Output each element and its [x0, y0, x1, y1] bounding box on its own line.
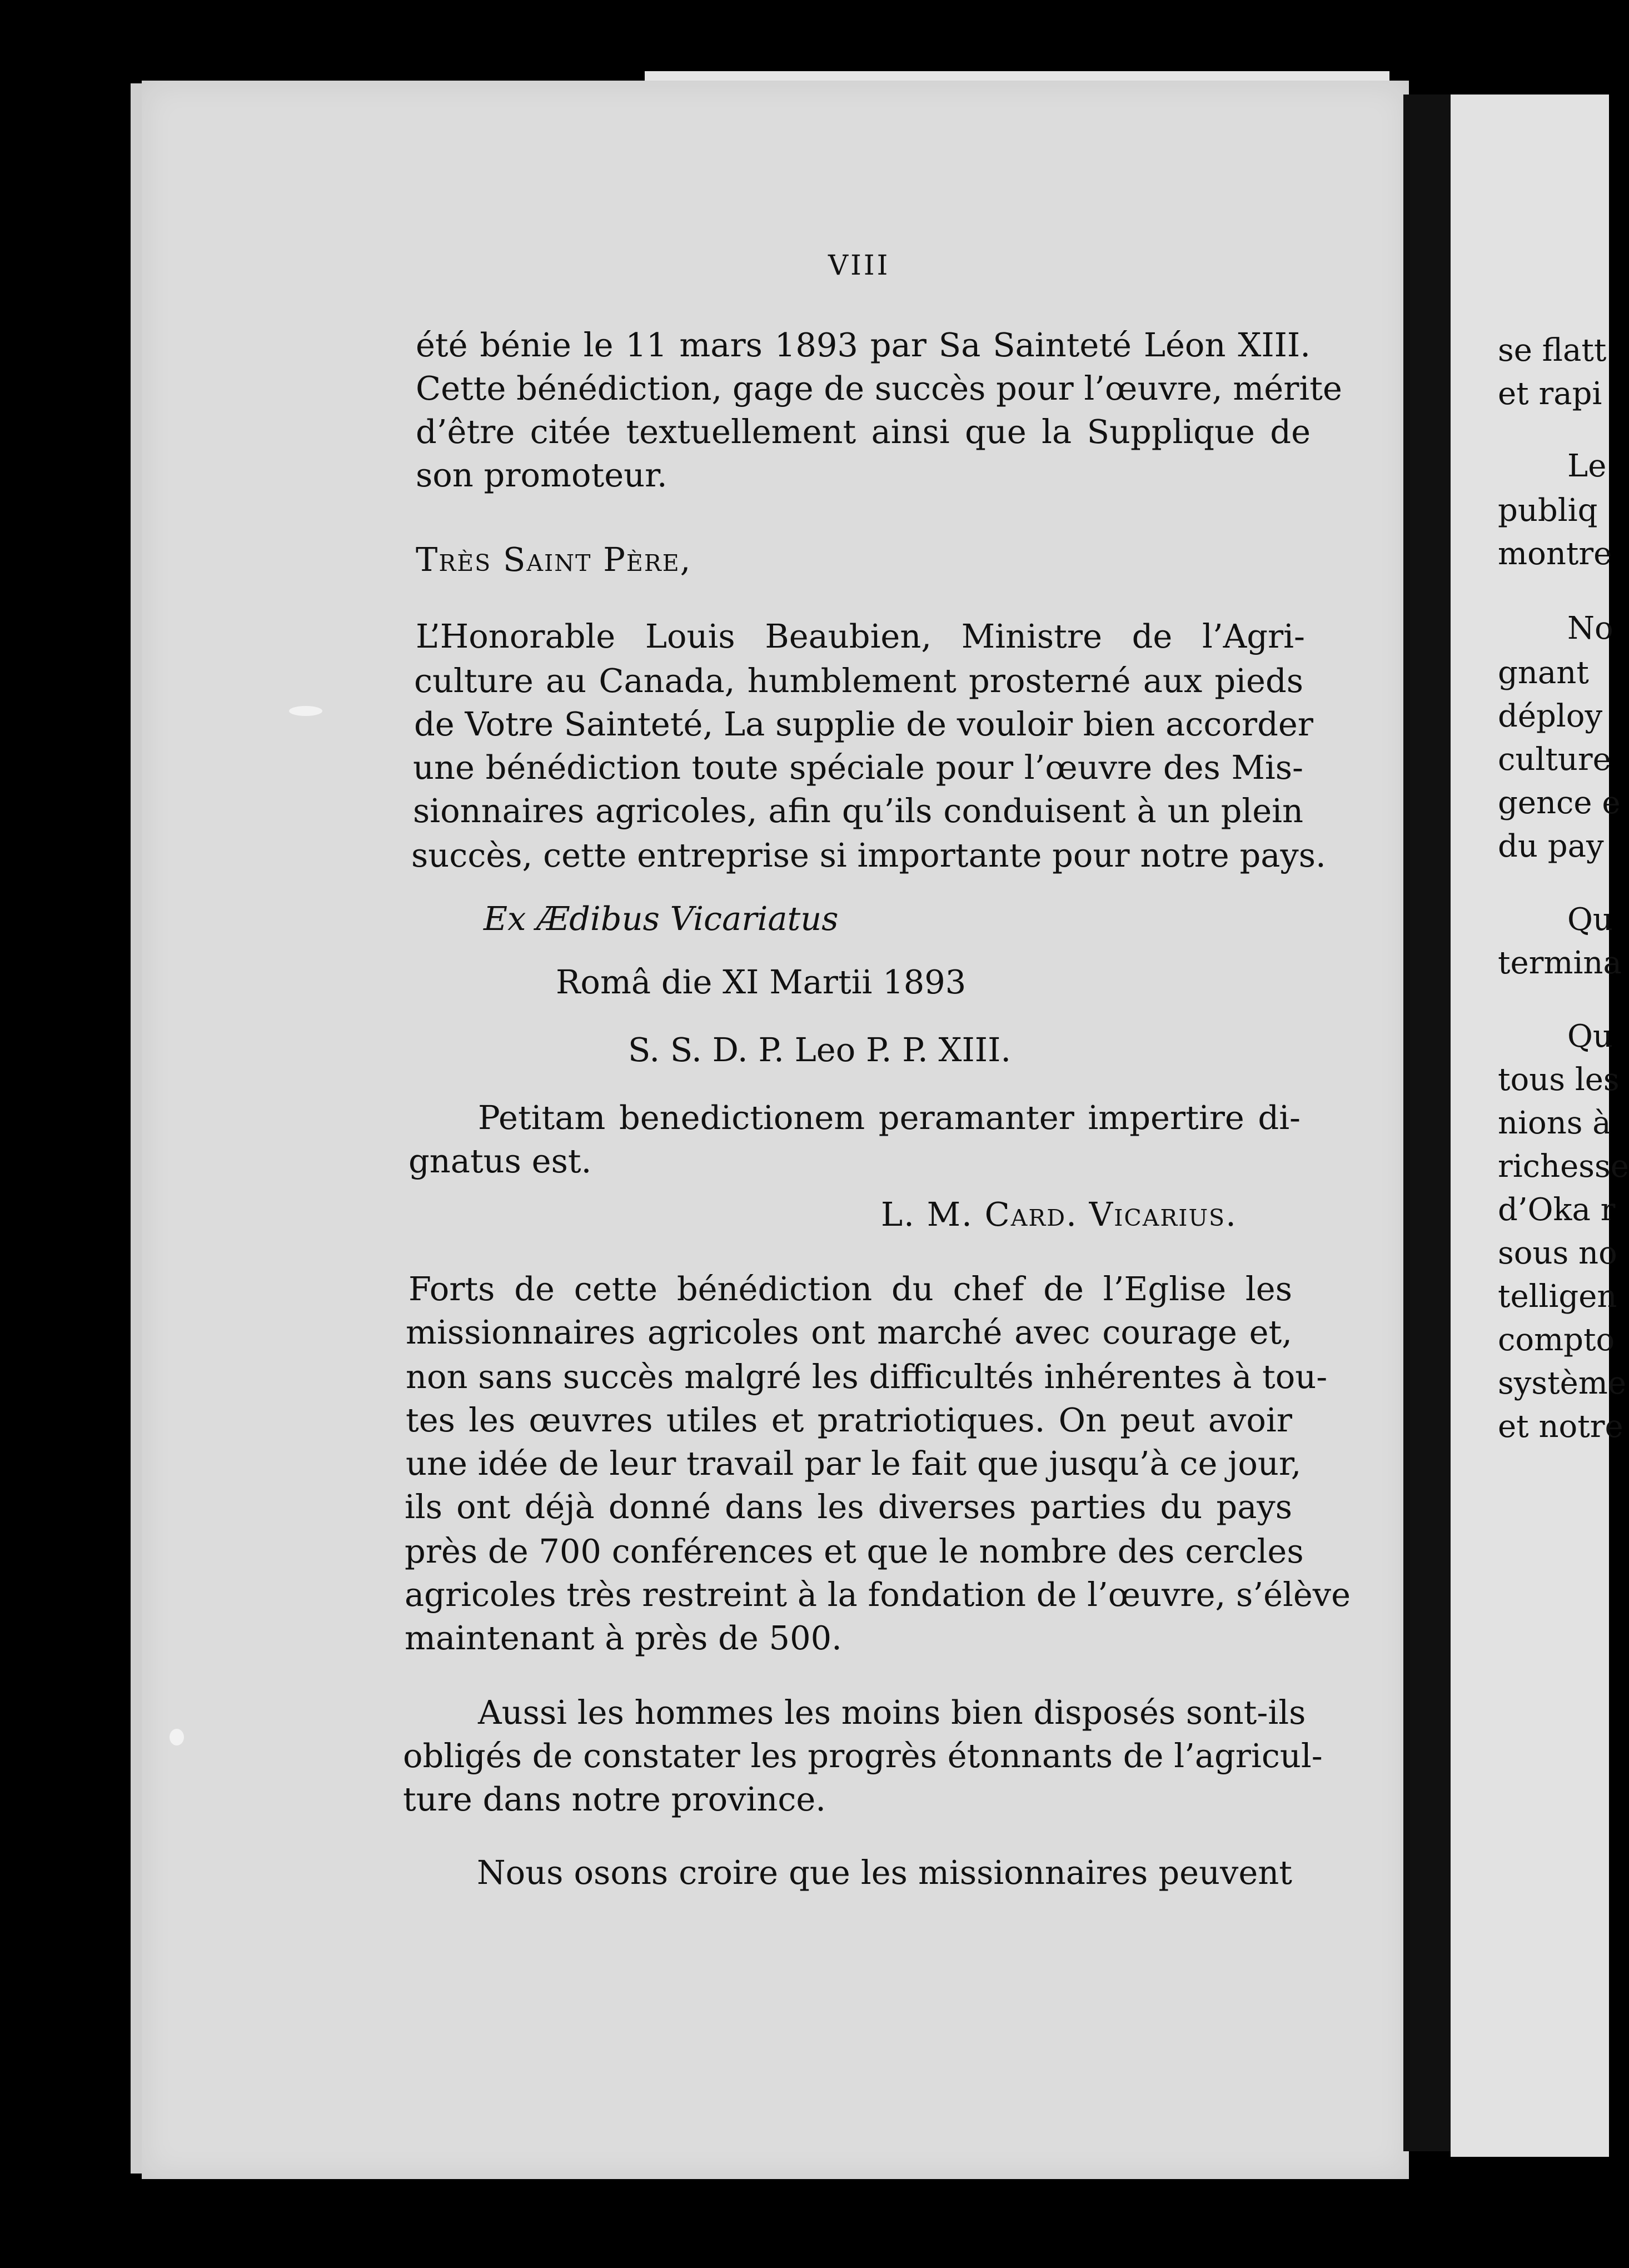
right-page-fragment: telligen	[1498, 1279, 1617, 1315]
text-line: gnatus est.	[409, 1142, 592, 1180]
text-line: ture dans notre province.	[403, 1780, 826, 1818]
text-line: obligés de constater les progrès étonnants de l’agricul-	[403, 1737, 1323, 1775]
right-page-fragment: culture	[1498, 742, 1611, 778]
text-line: maintenant à près de 500.	[405, 1619, 842, 1657]
right-page-fragment: No	[1567, 610, 1613, 646]
right-page-fragment: Qu	[1567, 902, 1613, 938]
right-page-fragment: compto	[1498, 1322, 1615, 1358]
right-page-fragment: nions à	[1498, 1105, 1611, 1141]
right-page-fragment: publiq	[1498, 493, 1598, 529]
text-line: Cette bénédiction, gage de succès pour l’œuvre, mérite	[416, 369, 1342, 407]
scan-speck	[289, 706, 322, 716]
text-line: culture au Canada, humblement prosterné aux pieds	[414, 662, 1303, 700]
text-line: Forts de cette bénédiction du chef de l’Eglise les	[409, 1270, 1292, 1308]
right-page-fragment: déploy	[1498, 698, 1603, 734]
text-line: son promoteur.	[416, 456, 667, 494]
roma-date: Româ die XI Martii 1893	[556, 963, 967, 1001]
text-line: L’Honorable Louis Beaubien, Ministre de l’Agri-	[416, 617, 1305, 655]
text-line: près de 700 conférences et que le nombre des cercles	[405, 1532, 1304, 1570]
right-page-fragment: du pay	[1498, 828, 1604, 864]
right-page-fragment: richesse	[1498, 1148, 1629, 1185]
text-line: non sans succès malgré les difficultés inhérentes à tou-	[406, 1357, 1328, 1396]
ex-aedibus-rest: Ædibus Vicariatus	[536, 899, 839, 938]
right-page-fragment: et notre	[1498, 1409, 1623, 1445]
right-page-fragment: termina	[1498, 945, 1622, 981]
text-line: ils ont déjà donné dans les diverses parties du pays	[405, 1488, 1292, 1526]
right-page-fragment: sous no	[1498, 1235, 1617, 1271]
book-gutter	[1403, 94, 1453, 2151]
ex-aedibus-italic: Ex	[484, 899, 526, 938]
signature: L. M. Card. Vicarius.	[881, 1195, 1237, 1234]
right-page-fragment: système	[1498, 1365, 1626, 1401]
right-page-fragment: tous les	[1498, 1062, 1620, 1098]
text-line: sionnaires agricoles, afin qu’ils conduisent à un plein	[413, 792, 1303, 830]
text-line: tes les œuvres utiles et pratriotiques. On peut avoir	[406, 1401, 1292, 1439]
right-page-fragment: gence e	[1498, 785, 1621, 821]
right-page-fragment: Le	[1567, 448, 1607, 484]
right-page-fragment: Qu	[1567, 1018, 1613, 1055]
salutation: Très Saint Père,	[416, 540, 692, 579]
text-line: agricoles très restreint à la fondation de l’œuvre, s’élève	[405, 1575, 1351, 1614]
right-page-fragment: d’Oka r	[1498, 1192, 1616, 1228]
text-line: été bénie le 11 mars 1893 par Sa Sainteté Léon XIII.	[416, 326, 1311, 364]
ssdp: S. S. D. P. Leo P. P. XIII.	[628, 1031, 1012, 1069]
text-line: une idée de leur travail par le fait que jusqu’à ce jour,	[406, 1444, 1302, 1483]
text-line: Aussi les hommes les moins bien disposés sont-ils	[478, 1693, 1306, 1732]
text-line: une bénédiction toute spéciale pour l’œuvre des Mis-	[413, 748, 1303, 787]
text-line: succès, cette entreprise si importante pour notre pays.	[411, 836, 1326, 874]
right-page-fragment: et rapi	[1498, 376, 1602, 412]
text-line: missionnaires agricoles ont marché avec courage et,	[406, 1313, 1292, 1351]
text-line: de Votre Sainteté, La supplie de vouloir bien accorder	[414, 705, 1313, 743]
text-line: Nous osons croire que les missionnaires peuvent	[477, 1853, 1292, 1892]
right-page-fragment: gnant	[1498, 655, 1589, 691]
text-line: d’être citée textuellement ainsi que la Supplique de	[416, 412, 1311, 451]
right-page-fragment: montre	[1498, 536, 1612, 572]
right-page-fragment: se flatt	[1498, 332, 1607, 369]
ex-aedibus	[484, 897, 839, 941]
text-line: Petitam benedictionem peramanter impertire di-	[478, 1098, 1301, 1137]
page-number: VIII	[828, 249, 890, 281]
scan-speck	[170, 1729, 184, 1745]
